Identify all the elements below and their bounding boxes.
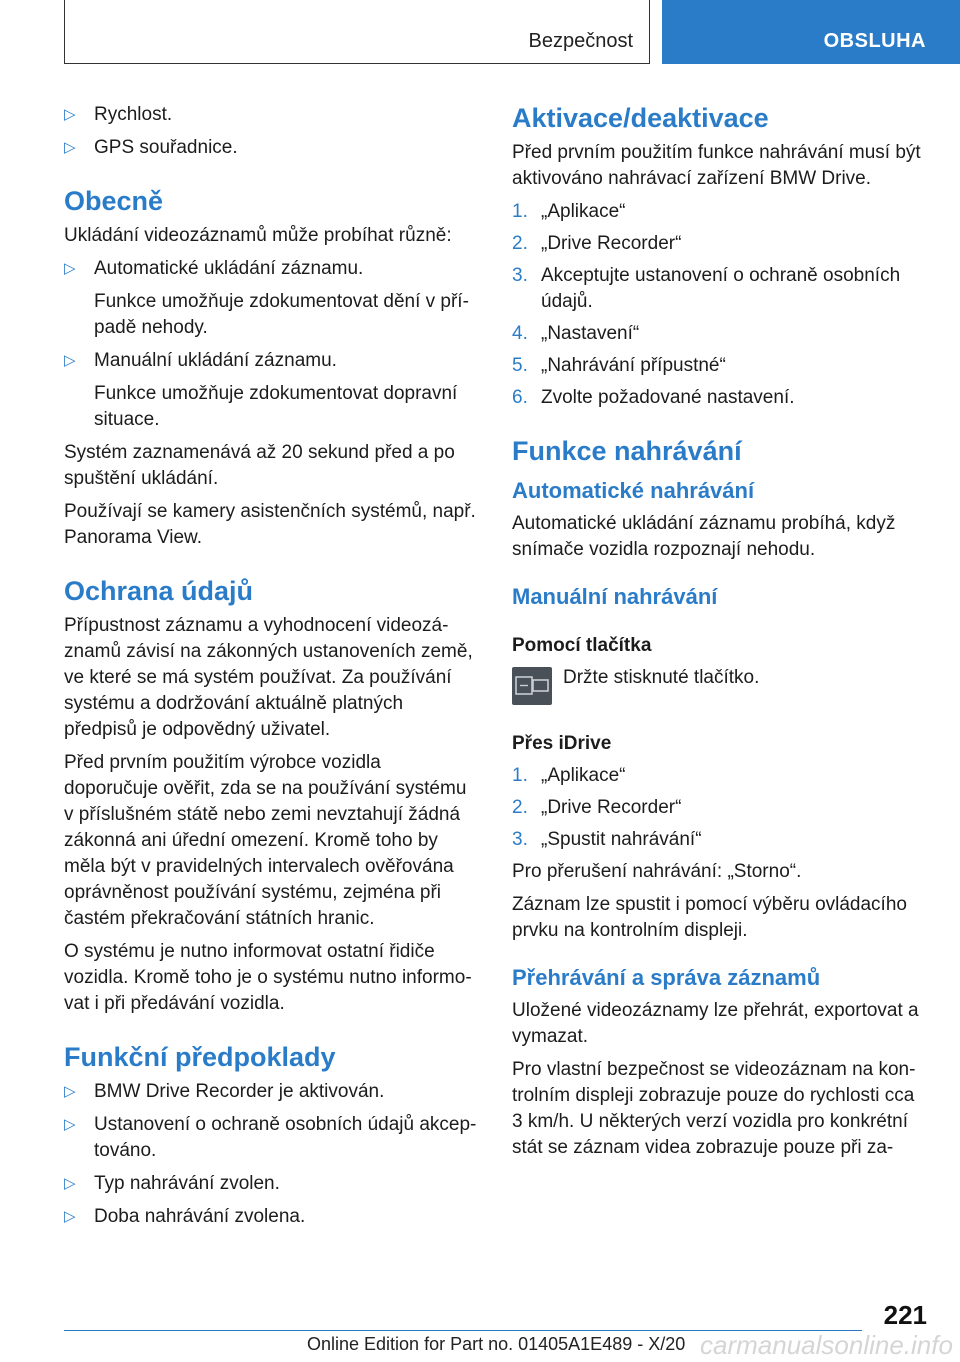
watermark: carmanualsonline.info [700, 1330, 953, 1360]
header-chapter-label: OBSLUHA [823, 30, 926, 52]
general-paragraph-2: Používají se kamery asistenčních systémů, např. Panorama View. [64, 501, 476, 548]
prereq-bullet: ▷ BMW Drive Recorder je aktivován. [64, 1079, 480, 1105]
bullet-auto-save-desc: Funkce umožňuje zdokumentovat dění v případě nehody. [94, 291, 469, 338]
control-display-text: Záznam lze spustit i pomocí výběru ovládacího prvku na kontrolním displeji. [512, 894, 907, 941]
step-number: 3. [512, 265, 528, 286]
playback-paragraph-1: Uložené videozáznamy lze přehrát, exportovat a vymazat. [512, 1000, 919, 1047]
step-text: „Aplikace“ [541, 765, 626, 786]
bullet-manual-save: ▷ Manuální ukládání záznamu. [64, 348, 480, 374]
step-text: Zvolte požadované nastavení. [541, 387, 795, 408]
step-text: „Spustit nahrávání“ [541, 829, 702, 850]
heading-via-button: Pomocí tlačítka [512, 635, 652, 656]
step-text: „Drive Recorder“ [541, 233, 682, 254]
step-text: „Aplikace“ [541, 201, 626, 222]
general-paragraph-1: Systém zaznamenává až 20 sekund před a po spuštění ukládání. [64, 442, 455, 489]
bullet-manual-save-desc: Funkce umožňuje zdokumentovat dopravní situace. [94, 383, 458, 430]
step-number: 2. [512, 233, 528, 254]
heading-privacy: Ochrana údajů [64, 576, 254, 606]
activation-step [512, 199, 930, 225]
header-section-title: Bezpečnost [528, 30, 633, 52]
activation-step [512, 321, 930, 347]
general-intro: Ukládání videozáznamů může probíhat různě: [64, 225, 452, 246]
step-number: 2. [512, 797, 528, 818]
bullet-auto-save: ▷ Automatické ukládání záznamu. [64, 256, 480, 282]
privacy-paragraph-1: Přípustnost záznamu a vyhodnocení videozáznamů závisí na zákonných ustanoveních země, ve které se má systém používat. Za používání systému a dodržování aktuálně platných předpisů je odpovědný uživatel. [64, 615, 473, 740]
step-text: „Drive Recorder“ [541, 797, 682, 818]
bullet-gps: ▷ GPS souřadnice. [64, 135, 480, 161]
heading-recording: Funkce nahrávání [512, 436, 742, 466]
heading-auto-recording: Automatické nahrávání [512, 478, 755, 503]
step-text: „Nahrávání přípustné“ [541, 355, 726, 376]
heading-via-idrive: Přes iDrive [512, 733, 612, 754]
prereq-bullet: ▷ Typ nahrávání zvolen. [64, 1171, 480, 1197]
drive-recorder-button-icon [512, 667, 552, 705]
bullet-speed: ▷ Rychlost. [64, 102, 480, 128]
activation-step [512, 385, 930, 411]
heading-activation: Aktivace/deaktivace [512, 103, 769, 133]
activation-step [512, 263, 930, 315]
privacy-paragraph-3: O systému je nutno informovat ostatní řidiče vozidla. Kromě toho je o systému nutno informovat i při předávání vozidla. [64, 941, 472, 1014]
heading-playback: Přehrávání a správa záznamů [512, 965, 821, 990]
activation-step [512, 353, 930, 379]
left-column [64, 102, 480, 1237]
step-number: 5. [512, 355, 528, 376]
privacy-paragraph-2: Před prvním použitím výrobce vozidla doporučuje ověřit, zda se na používání systému v příslušném státě nebo zemi nevztahují žádná zákonná ani úřední omezení. Kromě toho by měla být v pravidelných intervalech ověřována oprávněnost používání systému, zejména při častém překračování státních hranic. [64, 752, 467, 929]
step-number: 6. [512, 387, 528, 408]
prereq-bullet: ▷ Ustanovení o ochraně osobních údajů akceptováno. [64, 1112, 480, 1164]
footer-edition: Online Edition for Part no. 01405A1E489 - X/20 [307, 1334, 686, 1354]
idrive-step [512, 763, 930, 789]
heading-prerequisites: Funkční předpoklady [64, 1042, 336, 1072]
heading-manual-recording: Manuální nahrávání [512, 584, 718, 609]
step-text: Akceptujte ustanovení o ochraně osobních údajů. [541, 265, 901, 312]
step-number: 3. [512, 829, 528, 850]
prereq-bullet: ▷ Doba nahrávání zvolena. [64, 1204, 480, 1230]
button-instruction-text: Držte stisknuté tlačítko. [563, 667, 760, 688]
button-instruction [512, 665, 930, 709]
right-column [512, 102, 930, 1168]
idrive-step [512, 827, 930, 853]
step-number: 4. [512, 323, 528, 344]
playback-paragraph-2: Pro vlastní bezpečnost se videozáznam na kontrolním displeji zobrazuje pouze do rychlosti cca 3 km/h. U některých verzí vozidla pro konkrétní stát se záznam videa zobrazuje pouze při za- [512, 1059, 916, 1158]
activation-step [512, 231, 930, 257]
header-frame [64, 0, 650, 64]
stop-recording-text: Pro přerušení nahrávání: „Storno“. [512, 861, 802, 882]
step-text: „Nastavení“ [541, 323, 640, 344]
auto-recording-text: Automatické ukládání záznamu probíhá, když snímače vozidla rozpoznají nehodu. [512, 513, 896, 560]
page-number: 221 [883, 1300, 927, 1330]
idrive-step [512, 795, 930, 821]
step-number: 1. [512, 201, 528, 222]
activation-intro: Před prvním použitím funkce nahrávání musí být aktivováno nahrávací zařízení BMW Drive. [512, 142, 921, 189]
header-chapter-tab [662, 0, 960, 64]
step-number: 1. [512, 765, 528, 786]
heading-general: Obecně [64, 186, 164, 216]
